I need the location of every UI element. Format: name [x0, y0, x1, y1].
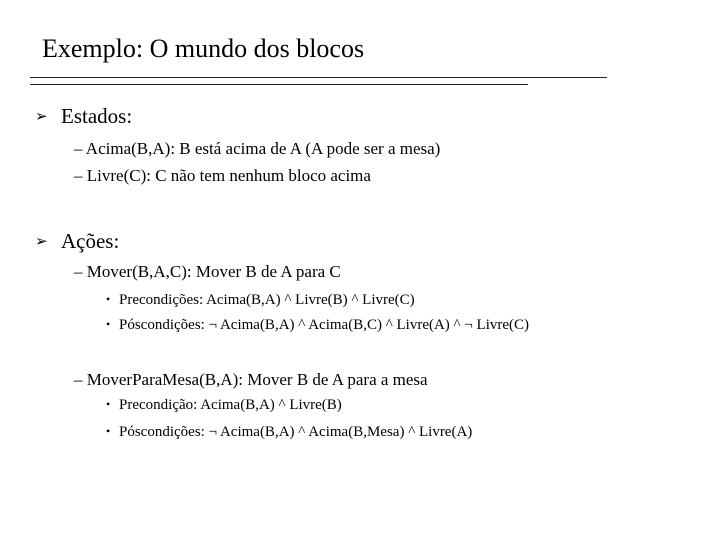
arrow-bullet-icon: ➢ [35, 232, 48, 250]
dot-bullet-icon: • [106, 397, 111, 411]
bullet-estados-label: Estados: [61, 104, 133, 128]
bullet-acoes-label: Ações: [61, 229, 120, 253]
title-divider-short [30, 84, 528, 85]
dot-bullet-icon: • [106, 317, 111, 331]
title-divider-long [30, 77, 607, 78]
estados-item-acima: – Acima(B,A): B está acima de A (A pode ser a mesa) [74, 139, 441, 158]
arrow-bullet-icon: ➢ [35, 107, 48, 125]
estados-item-livre: – Livre(C): C não tem nenhum bloco acima [74, 166, 371, 185]
slide-title: Exemplo: O mundo dos blocos [42, 34, 365, 63]
dot-bullet-icon: • [106, 424, 111, 438]
mover-para-mesa-poscondicoes: • Póscondições: ¬ Acima(B,A) ^ Acima(B,Mesa) ^ Livre(A) [106, 424, 473, 440]
acoes-item-mover-para-mesa: – MoverParaMesa(B,A): Mover B de A para a mesa [74, 370, 428, 389]
dot-bullet-icon: • [106, 292, 111, 306]
mover-precondicoes: • Precondições: Acima(B,A) ^ Livre(B) ^ Livre(C) [106, 292, 415, 308]
acoes-item-mover: – Mover(B,A,C): Mover B de A para C [74, 262, 341, 281]
mover-poscondicoes: • Póscondições: ¬ Acima(B,A) ^ Acima(B,C) ^ Livre(A) ^ ¬ Livre(C) [106, 317, 530, 333]
mover-para-mesa-precondicao: • Precondição: Acima(B,A) ^ Livre(B) [106, 397, 342, 413]
bullet-acoes [35, 229, 119, 254]
bullet-estados [35, 104, 132, 129]
